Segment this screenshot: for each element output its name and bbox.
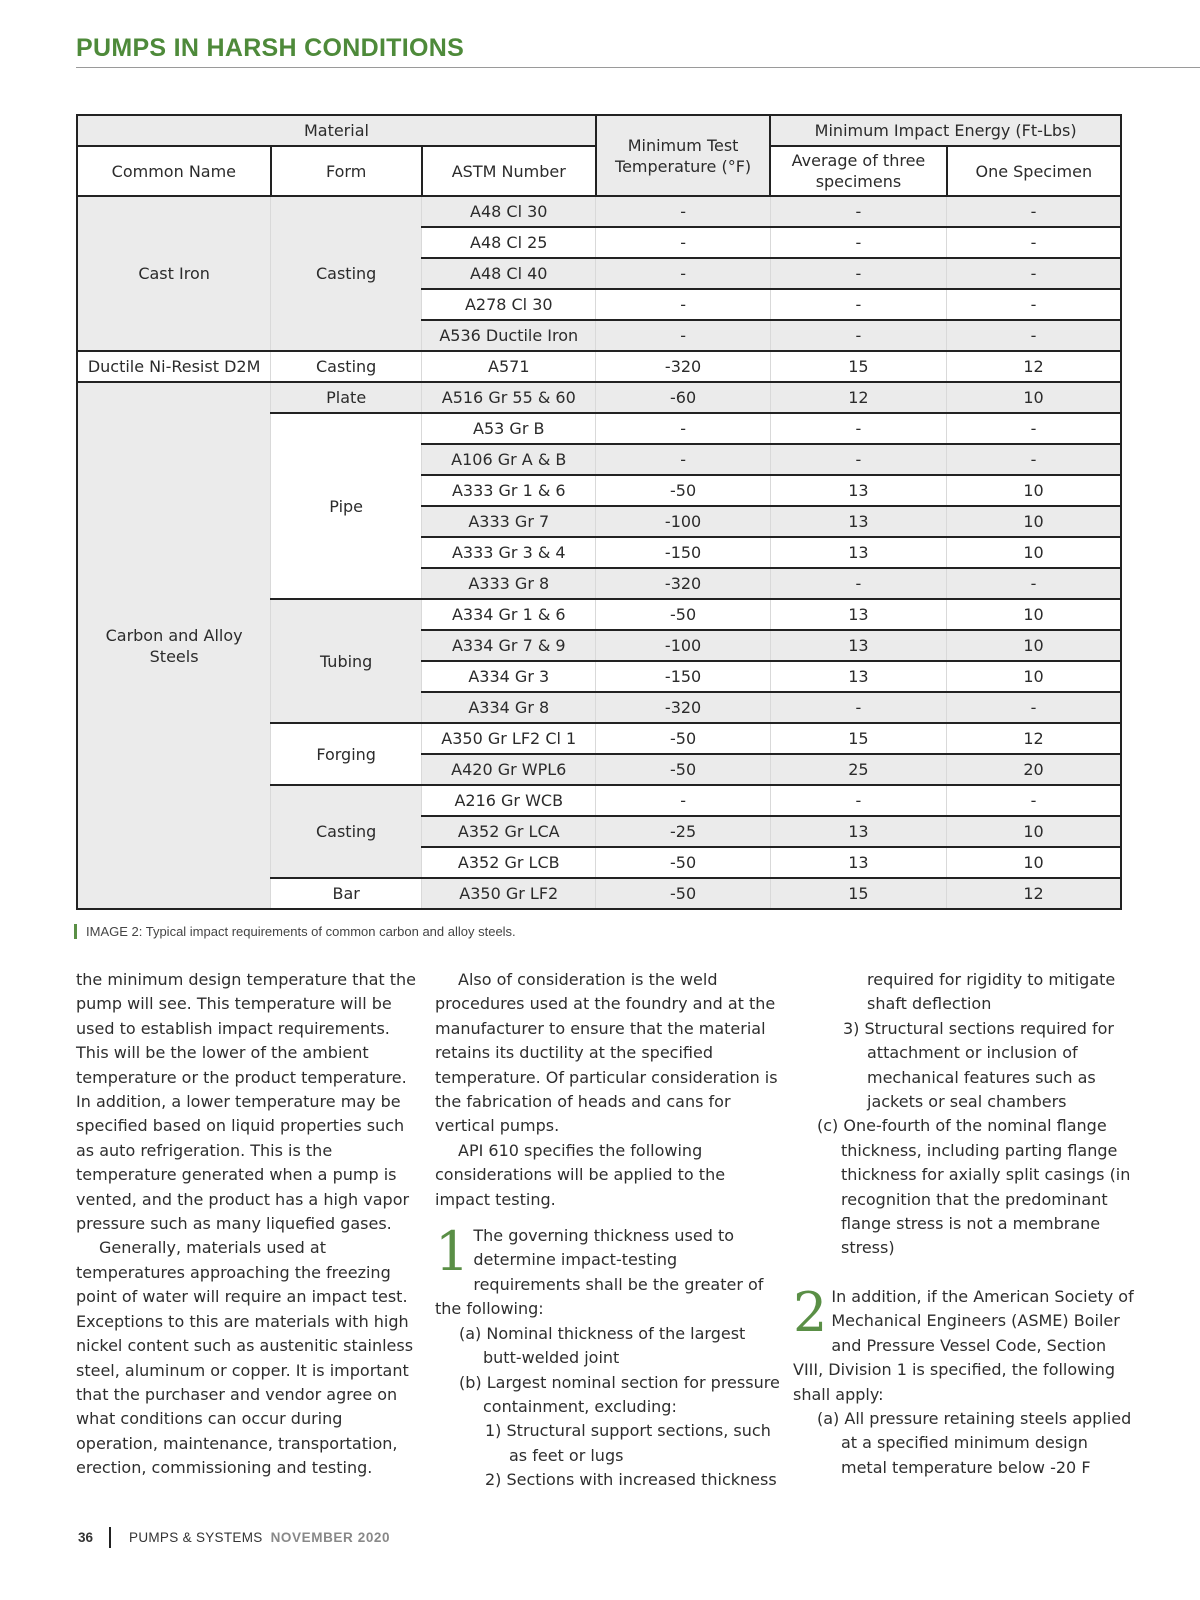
sub-item: (c) One-fourth of the nominal flange thickness, including parting flange thickness for axially split casings (in recognition that the predominant flange stress is not a membrane stress)	[817, 1116, 1131, 1258]
astm-cell: A334 Gr 3	[422, 661, 596, 692]
group-cast-iron: Cast Iron	[77, 196, 271, 351]
temp-cell: -100	[596, 506, 770, 537]
header-one-specimen: One Specimen	[947, 146, 1121, 196]
temp-cell: -320	[596, 568, 770, 599]
temp-cell: -320	[596, 692, 770, 723]
astm-cell: A216 Gr WCB	[422, 785, 596, 816]
header-min-temp: Minimum Test Temperature (°F)	[596, 115, 770, 196]
avg-cell: 13	[770, 475, 946, 506]
sub-item: (a) Nominal thickness of the largest butt-welded joint	[459, 1323, 746, 1368]
form-cell: Plate	[271, 382, 422, 413]
one-cell: 12	[947, 351, 1121, 382]
one-cell: -	[947, 692, 1121, 723]
avg-cell: 13	[770, 847, 946, 878]
temp-cell: -320	[596, 351, 770, 382]
avg-cell: 13	[770, 599, 946, 630]
page-footer	[78, 1527, 390, 1548]
one-cell: 10	[947, 382, 1121, 413]
avg-cell: 13	[770, 816, 946, 847]
astm-cell: A334 Gr 8	[422, 692, 596, 723]
astm-cell: A333 Gr 7	[422, 506, 596, 537]
astm-cell: A420 Gr WPL6	[422, 754, 596, 785]
avg-cell: -	[770, 289, 946, 320]
avg-cell: 13	[770, 506, 946, 537]
header-form: Form	[271, 146, 422, 196]
body-column-1	[76, 968, 421, 1481]
astm-cell: A333 Gr 1 & 6	[422, 475, 596, 506]
astm-cell: A106 Gr A & B	[422, 444, 596, 475]
temp-cell: -50	[596, 475, 770, 506]
group-carbon-alloy-steels: Carbon and Alloy Steels	[77, 382, 271, 909]
one-cell: 10	[947, 599, 1121, 630]
section-title: PUMPS IN HARSH CONDITIONS	[76, 34, 465, 62]
one-cell: 10	[947, 630, 1121, 661]
one-cell: -	[947, 289, 1121, 320]
temp-cell: -100	[596, 630, 770, 661]
form-cell: Casting	[271, 351, 422, 382]
one-cell: -	[947, 258, 1121, 289]
astm-cell: A352 Gr LCA	[422, 816, 596, 847]
temp-cell: -50	[596, 599, 770, 630]
form-cell: Forging	[271, 723, 422, 785]
form-cell: Casting	[271, 785, 422, 878]
one-cell: 20	[947, 754, 1121, 785]
avg-cell: 13	[770, 661, 946, 692]
temp-cell: -	[596, 320, 770, 351]
avg-cell: -	[770, 785, 946, 816]
astm-cell: A516 Gr 55 & 60	[422, 382, 596, 413]
astm-cell: A333 Gr 3 & 4	[422, 537, 596, 568]
avg-cell: -	[770, 413, 946, 444]
one-cell: 10	[947, 475, 1121, 506]
sub-sub-item: required for rigidity to mitigate shaft deflection	[867, 970, 1116, 1014]
one-cell: -	[947, 413, 1121, 444]
table-row	[77, 382, 1121, 413]
temp-cell: -	[596, 289, 770, 320]
temp-cell: -60	[596, 382, 770, 413]
one-cell: 10	[947, 661, 1121, 692]
table-row	[77, 351, 1121, 382]
form-cell: Pipe	[271, 413, 422, 599]
spacer	[793, 1261, 1138, 1285]
sub-item: (b) Largest nominal section for pressure containment, excluding:	[459, 1372, 780, 1416]
astm-cell: A350 Gr LF2 Cl 1	[422, 723, 596, 754]
header-common-name: Common Name	[77, 146, 271, 196]
avg-cell: -	[770, 196, 946, 227]
astm-cell: A53 Gr B	[422, 413, 596, 444]
one-cell: -	[947, 320, 1121, 351]
temp-cell: -	[596, 785, 770, 816]
avg-cell: 13	[770, 630, 946, 661]
one-cell: -	[947, 196, 1121, 227]
astm-cell: A350 Gr LF2	[422, 878, 596, 909]
form-cell: Casting	[271, 196, 422, 351]
one-cell: 10	[947, 506, 1121, 537]
sub-item: (a) All pressure retaining steels applied at a specified minimum design metal temperature below -20 F	[817, 1408, 1132, 1477]
page-header	[76, 34, 1200, 68]
image-caption: IMAGE 2: Typical impact requirements of common carbon and alloy steels.	[74, 924, 516, 939]
table-row	[77, 196, 1121, 227]
avg-cell: -	[770, 227, 946, 258]
one-cell: -	[947, 785, 1121, 816]
one-cell: -	[947, 227, 1121, 258]
paragraph: the minimum design temperature that the pump will see. This temperature will be used to establish impact requirements. This will be the lower of the ambient temperature or the product temperature. In addition, a lower temperature may be specified based on liquid properties such as auto refrigeration. This is the temperature generated when a pump is vented, and the product has a high vapor pressure such as many liquefied gases.	[76, 970, 417, 1234]
astm-cell: A352 Gr LCB	[422, 847, 596, 878]
impact-requirements-table	[76, 114, 1122, 910]
avg-cell: 25	[770, 754, 946, 785]
sub-sub-item: 3) Structural sections required for attachment or inclusion of mechanical features such as jackets or seal chambers	[843, 1018, 1114, 1112]
header-impact-energy: Minimum Impact Energy (Ft-Lbs)	[770, 115, 1121, 146]
list-item	[793, 1280, 1138, 1407]
one-cell: -	[947, 444, 1121, 475]
temp-cell: -	[596, 227, 770, 258]
form-cell: Tubing	[271, 599, 422, 723]
form-cell: Bar	[271, 878, 422, 909]
astm-cell: A48 Cl 25	[422, 227, 596, 258]
list-item-text: In addition, if the American Society of Mechanical Engineers (ASME) Boiler and Pressure Vessel Code, Section VIII, Division 1 is specified, the following shall apply:	[793, 1286, 1134, 1404]
one-cell: -	[947, 568, 1121, 599]
temp-cell: -	[596, 413, 770, 444]
astm-cell: A536 Ductile Iron	[422, 320, 596, 351]
header-average: Average of three specimens	[770, 146, 946, 196]
header-material: Material	[77, 115, 596, 146]
astm-cell: A571	[422, 351, 596, 382]
temp-cell: -150	[596, 537, 770, 568]
list-item	[435, 1220, 780, 1322]
astm-cell: A48 Cl 30	[422, 196, 596, 227]
temp-cell: -150	[596, 661, 770, 692]
group-ductile-ni-resist: Ductile Ni-Resist D2M	[77, 351, 271, 382]
avg-cell: 15	[770, 723, 946, 754]
astm-cell: A278 Cl 30	[422, 289, 596, 320]
astm-cell: A334 Gr 7 & 9	[422, 630, 596, 661]
temp-cell: -	[596, 196, 770, 227]
one-cell: 10	[947, 537, 1121, 568]
drop-cap: 1	[435, 1220, 470, 1284]
astm-cell: A333 Gr 8	[422, 568, 596, 599]
avg-cell: -	[770, 258, 946, 289]
temp-cell: -50	[596, 754, 770, 785]
astm-cell: A48 Cl 40	[422, 258, 596, 289]
body-column-3	[793, 968, 1138, 1480]
one-cell: 12	[947, 878, 1121, 909]
sub-sub-item: 1) Structural support sections, such as feet or lugs	[485, 1421, 771, 1465]
avg-cell: 12	[770, 382, 946, 413]
one-cell: 12	[947, 723, 1121, 754]
paragraph: Generally, materials used at temperatures approaching the freezing point of water will require an impact test. Exceptions to this are materials with high nickel content such as austenitic stainless steel, aluminum or copper. It is important that the purchaser and vendor agree on what conditions can occur during operation, maintenance, transportation, erection, commissioning and testing.	[76, 1238, 414, 1478]
footer-divider	[109, 1527, 111, 1548]
page-number: 36	[78, 1530, 94, 1545]
temp-cell: -	[596, 258, 770, 289]
avg-cell: 15	[770, 351, 946, 382]
header-astm: ASTM Number	[422, 146, 596, 196]
astm-cell: A334 Gr 1 & 6	[422, 599, 596, 630]
list-item-text: The governing thickness used to determine impact-testing requirements shall be the greater of the following:	[435, 1226, 764, 1319]
sub-sub-item: 2) Sections with increased thickness	[485, 1470, 777, 1490]
avg-cell: -	[770, 320, 946, 351]
body-column-2	[435, 968, 780, 1493]
header-rule	[76, 67, 1200, 68]
avg-cell: -	[770, 692, 946, 723]
issue-date: NOVEMBER 2020	[270, 1530, 391, 1545]
paragraph: Also of consideration is the weld procedures used at the foundry and at the manufacturer to ensure that the material retains its ductility at the specified temperature. Of particular consideration is the fabrication of heads and cans for vertical pumps.	[435, 970, 778, 1136]
avg-cell: -	[770, 444, 946, 475]
temp-cell: -50	[596, 878, 770, 909]
paragraph: API 610 specifies the following considerations will be applied to the impact testing.	[435, 1140, 726, 1209]
temp-cell: -50	[596, 847, 770, 878]
avg-cell: 15	[770, 878, 946, 909]
one-cell: 10	[947, 816, 1121, 847]
avg-cell: 13	[770, 537, 946, 568]
avg-cell: -	[770, 568, 946, 599]
magazine-name: PUMPS & SYSTEMS	[129, 1530, 263, 1545]
temp-cell: -50	[596, 723, 770, 754]
one-cell: 10	[947, 847, 1121, 878]
temp-cell: -25	[596, 816, 770, 847]
drop-cap: 2	[793, 1280, 828, 1344]
temp-cell: -	[596, 444, 770, 475]
